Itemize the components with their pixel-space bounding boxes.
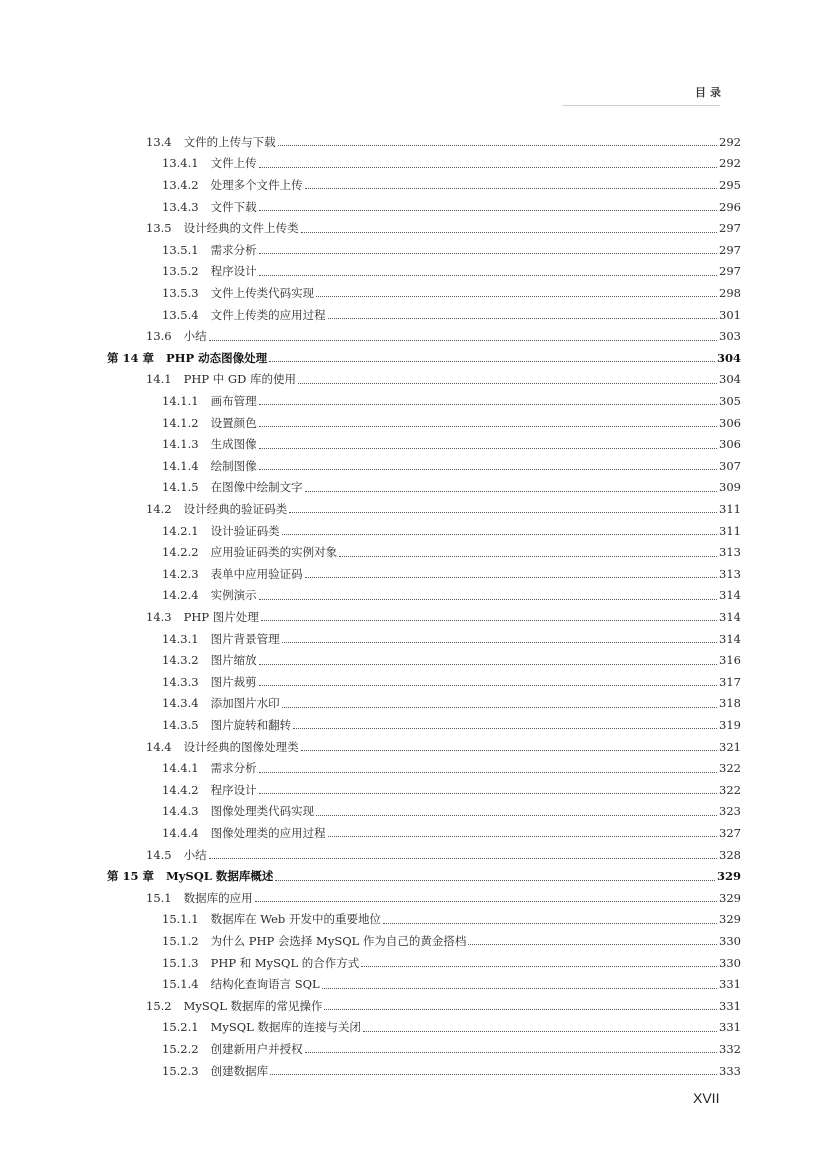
toc-entry-title: 需求分析 [210,242,257,257]
toc-entry-title: 文件下载 [210,199,257,214]
toc-entry-number: 14.3.3 [162,674,199,689]
toc-entry[interactable] [162,1017,741,1039]
toc-entry-title: 设计经典的图像处理类 [183,739,299,754]
toc-dot-leader [363,1031,717,1032]
toc-entry[interactable] [162,909,741,931]
toc-dot-leader [305,577,717,578]
toc-entry-title: 文件上传 [210,156,257,171]
toc-entry[interactable] [162,693,741,715]
toc-dot-leader [259,664,717,665]
toc-entry-page: 304 [716,350,741,365]
toc-entry[interactable] [162,563,741,585]
toc-entry[interactable] [162,628,741,650]
header-divider [562,105,720,106]
toc-entry-number: 14.4.1 [162,761,199,776]
toc-dot-leader [468,944,717,945]
toc-entry-page: 330 [719,933,741,948]
toc-entry[interactable] [162,196,741,218]
toc-entry-number: 13.5.1 [162,242,199,257]
toc-dot-leader [383,923,717,924]
toc-entry-page: 322 [719,761,741,776]
toc-entry-number: 14.3.5 [162,717,199,732]
toc-entry-page: 322 [719,782,741,797]
toc-entry-title: 结构化查询语言 SQL [210,977,320,992]
toc-entry[interactable] [162,239,741,261]
toc-entry-page: 314 [719,631,741,646]
toc-entry[interactable] [162,304,741,326]
toc-entry-title: 设置颜色 [210,415,257,430]
toc-entry-number: 13.4.2 [162,177,199,192]
toc-entry-page: 304 [719,372,741,387]
page-number: XVII [693,1090,720,1106]
toc-entry-page: 330 [719,955,741,970]
toc-entry-title: 小结 [183,329,207,344]
toc-entry-page: 311 [719,501,741,516]
toc-entry-title: 设计验证码类 [210,523,280,538]
toc-entry-number: 14.1.1 [162,393,199,408]
toc-entry-title: 需求分析 [210,761,257,776]
toc-entry-title: 应用验证码类的实例对象 [210,545,338,560]
toc-entry-number: 14.5 [146,847,172,862]
toc-dot-leader [301,232,717,233]
toc-entry-number: 15.1.4 [162,977,199,992]
toc-entry-number: 14.4 [146,739,172,754]
toc-entry-page: 323 [719,804,741,819]
toc-entry-title: PHP 图片处理 [183,609,259,624]
toc-entry-page: 292 [719,134,741,149]
toc-entry-title: 图片缩放 [210,653,257,668]
toc-entry-title: 文件上传类代码实现 [210,285,315,300]
toc-entry-number: 14.1.5 [162,480,199,495]
toc-entry-title: 处理多个文件上传 [210,177,303,192]
toc-entry-title: 数据库的应用 [183,890,253,905]
toc-entry-title: 小结 [183,847,207,862]
toc-entry-page: 295 [719,177,741,192]
toc-entry-page: 311 [719,523,741,538]
toc-dot-leader [328,836,717,837]
toc-entry[interactable] [162,174,741,196]
toc-entry-page: 318 [719,696,741,711]
toc-dot-leader [322,988,717,989]
toc-entry-title: 设计经典的文件上传类 [183,221,299,236]
toc-entry-title: 设计经典的验证码类 [183,501,288,516]
toc-entry-number: 14.2.4 [162,588,199,603]
toc-entry-number: 14.1.4 [162,458,199,473]
toc-entry-title: 为什么 PHP 会选择 MySQL 作为自己的黄金搭档 [210,933,467,948]
toc-entry-number: 14.4.4 [162,825,199,840]
toc-entry-title: 图像处理类的应用过程 [210,825,326,840]
toc-entry-number: 15.2 [146,998,172,1013]
toc-entry-number: 13.4.3 [162,199,199,214]
toc-entry-page: 331 [719,1020,741,1035]
toc-dot-leader [259,404,717,405]
toc-entry-title: MySQL 数据库的常见操作 [183,998,323,1013]
toc-dot-leader [275,880,715,881]
toc-entry-page: 292 [719,156,741,171]
toc-entry-number: 15.2.2 [162,1041,199,1056]
toc-entry[interactable] [146,325,741,347]
toc-entry[interactable] [162,433,741,455]
toc-entry[interactable] [162,455,741,477]
toc-dot-leader [261,620,717,621]
toc-entry-page: 331 [719,998,741,1013]
toc-entry-page: 319 [719,717,741,732]
toc-entry-title: 图片旋转和翻转 [210,717,292,732]
toc-dot-leader [269,361,715,362]
toc-entry[interactable] [146,498,741,520]
toc-entry-page: 298 [719,285,741,300]
toc-entry-title: 表单中应用验证码 [210,566,303,581]
toc-entry[interactable] [162,779,741,801]
toc-dot-leader [259,793,717,794]
toc-entry-number: 14.2.3 [162,566,199,581]
toc-entry-number: 15.2.3 [162,1063,199,1078]
toc-entry-page: 307 [719,458,741,473]
toc-dot-leader [278,145,717,146]
toc-entry[interactable] [162,261,741,283]
toc-entry-title: 实例演示 [210,588,257,603]
toc-entry-number: 13.5 [146,221,172,236]
toc-entry-page: 317 [719,674,741,689]
toc-entry-page: 327 [719,825,741,840]
toc-entry[interactable] [162,649,741,671]
toc-entry-title: 在图像中绘制文字 [210,480,303,495]
toc-dot-leader [361,966,717,967]
toc-dot-leader [209,340,717,341]
toc-entry-page: 296 [719,199,741,214]
toc-dot-leader [282,534,717,535]
toc-entry-page: 297 [719,242,741,257]
toc-dot-leader [305,491,717,492]
toc-dot-leader [324,1009,717,1010]
toc-entry-title: 文件上传类的应用过程 [210,307,326,322]
toc-entry[interactable] [146,736,741,758]
toc-entry-number: 14.3.1 [162,631,199,646]
toc-entry-page: 328 [719,847,741,862]
toc-entry[interactable] [162,757,741,779]
toc-entry-number: 13.5.3 [162,285,199,300]
toc-entry-number: 15.2.1 [162,1020,199,1035]
toc-entry-page: 297 [719,221,741,236]
toc-dot-leader [328,318,717,319]
toc-entry-title: PHP 中 GD 库的使用 [183,372,296,387]
toc-entry-title: 添加图片水印 [210,696,280,711]
toc-entry-number: 14.1.2 [162,415,199,430]
toc-entry-number: 14.2 [146,501,172,516]
toc-entry-page: 314 [719,588,741,603]
toc-entry-page: 316 [719,653,741,668]
toc-dot-leader [282,642,717,643]
toc-dot-leader [259,167,717,168]
toc-dot-leader [305,1052,717,1053]
toc-entry-page: 313 [719,545,741,560]
toc-entry[interactable] [146,369,741,391]
toc-dot-leader [259,469,717,470]
toc-entry-title: 创建数据库 [210,1063,269,1078]
toc-entry-page: 331 [719,977,741,992]
toc-entry-number: 13.5.2 [162,264,199,279]
toc-dot-leader [259,426,717,427]
toc-dot-leader [255,901,717,902]
toc-entry-title: 文件的上传与下载 [183,134,276,149]
toc-entry-page: 314 [719,609,741,624]
toc-entry[interactable] [162,801,741,823]
toc-entry[interactable] [162,1060,741,1082]
toc-entry[interactable] [107,865,741,887]
toc-entry-number: 14.4.2 [162,782,199,797]
toc-dot-leader [259,253,717,254]
toc-entry[interactable] [146,217,741,239]
toc-dot-leader [339,556,717,557]
toc-entry-number: 15.1.3 [162,955,199,970]
toc-entry-number: 14.3.4 [162,696,199,711]
toc-entry-title: 图像处理类代码实现 [210,804,315,819]
toc-entry-number: 15.1.2 [162,933,199,948]
toc-dot-leader [259,448,717,449]
toc-entry[interactable] [162,541,741,563]
toc-entry[interactable] [162,412,741,434]
toc-entry-page: 309 [719,480,741,495]
toc-entry[interactable] [146,995,741,1017]
toc-entry-page: 332 [719,1041,741,1056]
toc-entry[interactable] [146,844,741,866]
toc-entry[interactable] [162,520,741,542]
toc-entry[interactable] [162,973,741,995]
toc-entry-number: 13.4 [146,134,172,149]
toc-entry-title: MySQL 数据库的连接与关闭 [210,1020,361,1035]
toc-entry-page: 306 [719,437,741,452]
toc-entry-number: 14.4.3 [162,804,199,819]
toc-dot-leader [293,728,717,729]
toc-entry-title: PHP 和 MySQL 的合作方式 [210,955,360,970]
toc-entry[interactable] [162,714,741,736]
toc-dot-leader [301,750,717,751]
toc-entry-number: 第 14 章 [107,350,155,365]
toc-entry-title: 生成图像 [210,437,257,452]
toc-entry-number: 15.1.1 [162,912,199,927]
toc-entry-title: 画布管理 [210,393,257,408]
toc-entry-number: 14.2.2 [162,545,199,560]
toc-dot-leader [259,772,717,773]
toc-entry-number: 13.4.1 [162,156,199,171]
toc-entry[interactable] [162,671,741,693]
toc-entry-number: 14.1 [146,372,172,387]
toc-entry-number: 14.3.2 [162,653,199,668]
toc-entry-number: 第 15 章 [107,869,155,884]
toc-entry-page: 313 [719,566,741,581]
toc-entry-title: 图片裁剪 [210,674,257,689]
toc-entry-page: 297 [719,264,741,279]
toc-entry[interactable] [146,887,741,909]
toc-entry[interactable] [162,930,741,952]
toc-entry-title: 创建新用户并授权 [210,1041,303,1056]
toc-entry-title: 数据库在 Web 开发中的重要地位 [210,912,381,927]
toc-dot-leader [259,599,717,600]
toc-entry-page: 321 [719,739,741,754]
toc-entry-page: 333 [719,1063,741,1078]
toc-entry[interactable] [162,477,741,499]
toc-dot-leader [316,815,717,816]
toc-entry-title: MySQL 数据库概述 [166,869,274,884]
toc-entry[interactable] [162,153,741,175]
toc-entry-number: 14.1.3 [162,437,199,452]
toc-entry-page: 329 [719,912,741,927]
toc-entry-number: 13.5.4 [162,307,199,322]
toc-entry-title: 程序设计 [210,782,257,797]
toc-entry-page: 329 [719,890,741,905]
toc-dot-leader [259,210,717,211]
toc-dot-leader [316,296,717,297]
toc-entry[interactable] [146,131,741,153]
running-header-title: 目录 [695,86,725,99]
toc-entry-title: 图片背景管理 [210,631,280,646]
toc-entry-page: 301 [719,307,741,322]
toc-entry-title: PHP 动态图像处理 [166,350,268,365]
toc-entry-page: 305 [719,393,741,408]
toc-entry-number: 13.6 [146,329,172,344]
toc-dot-leader [298,383,717,384]
toc-dot-leader [305,188,717,189]
toc-entry[interactable] [162,1038,741,1060]
toc-entry-number: 15.1 [146,890,172,905]
toc-dot-leader [259,275,717,276]
toc-entry-title: 程序设计 [210,264,257,279]
toc-entry[interactable] [162,822,741,844]
toc-entry-page: 329 [716,869,741,884]
toc-dot-leader [282,707,717,708]
toc-entry[interactable] [107,347,741,369]
toc-entry-number: 14.3 [146,609,172,624]
toc-dot-leader [289,512,717,513]
toc-entry-number: 14.2.1 [162,523,199,538]
toc-dot-leader [209,858,717,859]
toc-dot-leader [270,1074,717,1075]
toc-entry-title: 绘制图像 [210,458,257,473]
toc-entry[interactable] [162,282,741,304]
toc-entry[interactable] [146,606,741,628]
toc-entry-page: 306 [719,415,741,430]
toc-entry[interactable] [162,952,741,974]
toc-dot-leader [259,685,717,686]
toc-entry[interactable] [162,585,741,607]
toc-entry[interactable] [162,390,741,412]
toc-entry-page: 303 [719,329,741,344]
